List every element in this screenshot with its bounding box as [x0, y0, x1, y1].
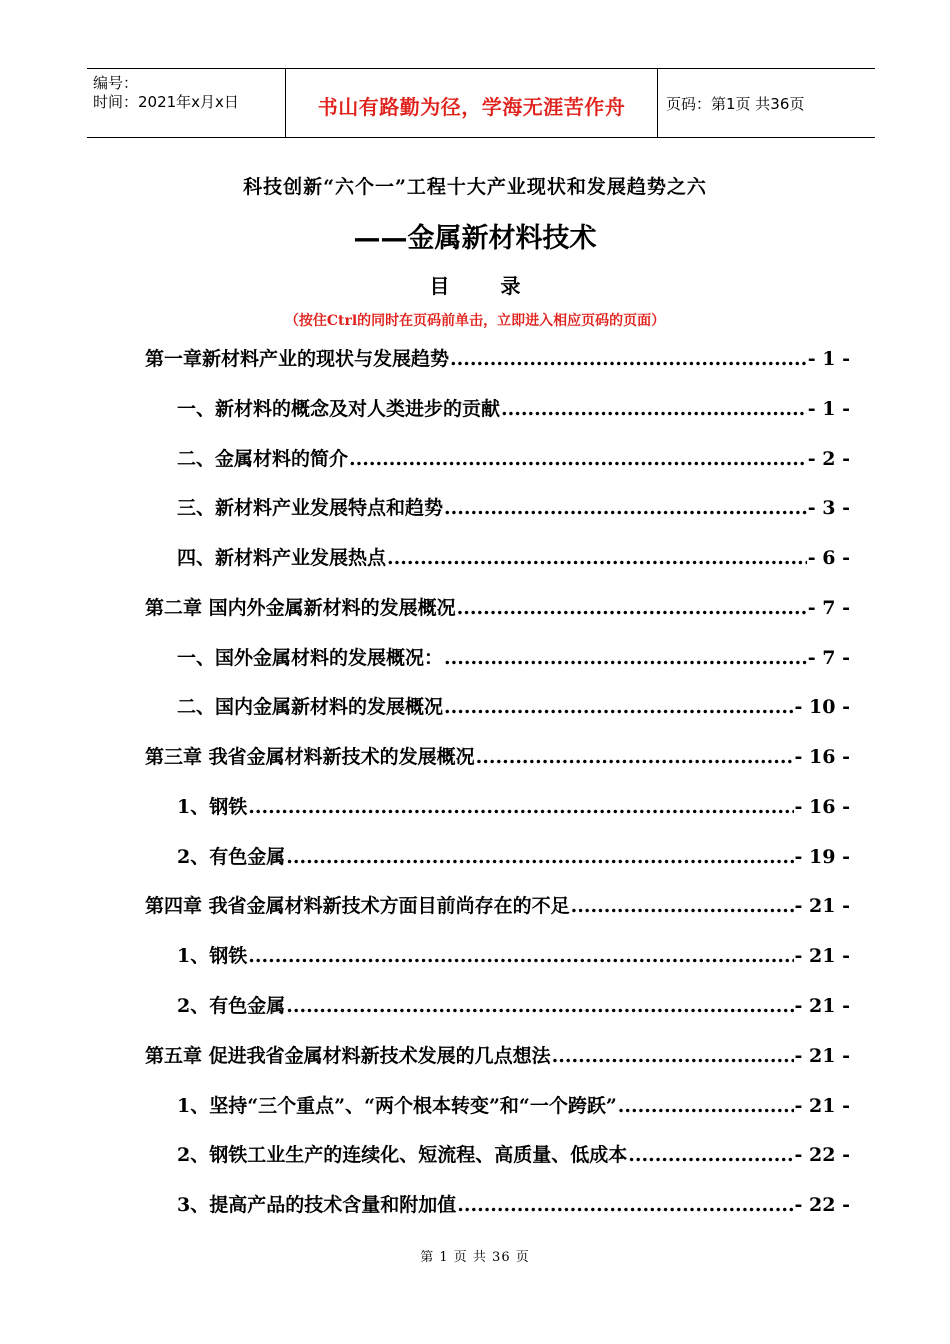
toc-heading: 目 录 — [429, 274, 543, 298]
toc-leader-dots — [444, 693, 794, 721]
toc-entry-page[interactable]: - 2 - — [807, 448, 850, 470]
toc-entry-page[interactable]: - 10 - — [794, 696, 850, 718]
toc-entry-text: 第三章 我省金属材料新技术的发展概况 — [145, 746, 475, 768]
page-info: 页码：第1页 共36页 — [666, 95, 805, 113]
toc-entry-chapter-1[interactable] — [145, 345, 850, 373]
toc-leader-dots — [571, 892, 794, 920]
toc-entry-page[interactable]: - 21 - — [794, 895, 850, 917]
toc-entry-text: 第五章 促进我省金属材料新技术发展的几点想法 — [145, 1045, 551, 1067]
toc-leader-dots — [286, 843, 793, 871]
toc-entry-text: 1、坚持“三个重点”、“两个根本转变”和“一个跨跃” — [177, 1095, 617, 1117]
toc-entry[interactable] — [177, 644, 850, 672]
toc-entry[interactable] — [177, 693, 850, 721]
toc-entry-text: 一、国外金属材料的发展概况： — [177, 647, 444, 669]
toc-leader-dots — [248, 793, 793, 821]
toc-entry-text: 1、钢铁 — [177, 796, 248, 818]
document-date-label: 时间：2021年x月x日 — [93, 93, 239, 111]
toc-entry-page[interactable]: - 1 - — [807, 348, 850, 370]
toc-entry-page[interactable]: - 22 - — [794, 1144, 850, 1166]
toc-entry-text: 二、金属材料的简介 — [177, 448, 349, 470]
toc-entry-text: 三、新材料产业发展特点和趋势 — [177, 497, 444, 519]
toc-entry-page[interactable]: - 16 - — [794, 796, 850, 818]
toc-leader-dots — [450, 345, 807, 373]
toc-entry-text: 1、钢铁 — [177, 945, 248, 967]
toc-leader-dots — [618, 1092, 794, 1120]
toc-leader-dots — [387, 544, 807, 572]
toc-leader-dots — [444, 644, 807, 672]
toc-entry[interactable] — [177, 395, 850, 423]
toc-entry-chapter-4[interactable] — [145, 892, 850, 920]
toc-entry-page[interactable]: - 21 - — [794, 1095, 850, 1117]
toc-entry[interactable] — [177, 843, 850, 871]
motto-text: 书山有路勤为径，学海无涯苦作舟 — [317, 95, 626, 119]
toc-entry-text: 四、新材料产业发展热点 — [177, 547, 387, 569]
toc-leader-dots — [457, 594, 807, 622]
toc-leader-dots — [552, 1042, 794, 1070]
toc-entry-page[interactable]: - 7 - — [807, 597, 850, 619]
toc-instruction-note: （按住Ctrl的同时在页码前单击，立即进入相应页码的页面） — [284, 313, 666, 329]
toc-entry-text: 第一章新材料产业的现状与发展趋势 — [145, 348, 450, 370]
document-subtitle: 科技创新“六个一”工程十大产业现状和发展趋势之六 — [243, 176, 707, 198]
document-number-label: 编号： — [93, 74, 139, 92]
toc-entry[interactable] — [177, 1141, 850, 1169]
toc-entry[interactable] — [177, 793, 850, 821]
toc-entry[interactable] — [177, 942, 850, 970]
toc-entry-text: 2、有色金属 — [177, 846, 286, 868]
toc-entry[interactable] — [177, 445, 850, 473]
toc-entry-chapter-5[interactable] — [145, 1042, 850, 1070]
toc-entry-text: 2、有色金属 — [177, 995, 286, 1017]
page-footer: 第 1 页 共 36 页 — [420, 1250, 530, 1265]
toc-entry-text: 一、新材料的概念及对人类进步的贡献 — [177, 398, 501, 420]
toc-entry-page[interactable]: - 1 - — [807, 398, 850, 420]
toc-entry-text: 2、钢铁工业生产的连续化、短流程、高质量、低成本 — [177, 1144, 628, 1166]
toc-entry-page[interactable]: - 16 - — [794, 746, 850, 768]
toc-entry-text: 二、国内金属新材料的发展概况 — [177, 696, 444, 718]
toc-entry[interactable] — [177, 494, 850, 522]
toc-entry[interactable] — [177, 992, 850, 1020]
toc-leader-dots — [248, 942, 793, 970]
toc-entry-chapter-2[interactable] — [145, 594, 850, 622]
toc-leader-dots — [349, 445, 807, 473]
toc-entry-page[interactable]: - 21 - — [794, 995, 850, 1017]
toc-entry[interactable] — [177, 1191, 850, 1219]
document-title: ——金属新材料技术 — [353, 223, 597, 254]
toc-entry[interactable] — [177, 544, 850, 572]
toc-entry-page[interactable]: - 6 - — [807, 547, 850, 569]
toc-leader-dots — [476, 743, 794, 771]
toc-leader-dots — [286, 992, 793, 1020]
toc-leader-dots — [444, 494, 807, 522]
toc-entry-page[interactable]: - 19 - — [794, 846, 850, 868]
toc-entry-page[interactable]: - 22 - — [794, 1194, 850, 1216]
toc-leader-dots — [501, 395, 807, 423]
toc-entry-page[interactable]: - 21 - — [794, 945, 850, 967]
toc-leader-dots — [628, 1141, 793, 1169]
toc-entry-text: 3、提高产品的技术含量和附加值 — [177, 1194, 457, 1216]
toc-leader-dots — [457, 1191, 793, 1219]
toc-entry-text: 第四章 我省金属材料新技术方面目前尚存在的不足 — [145, 895, 570, 917]
toc-entry-page[interactable]: - 3 - — [807, 497, 850, 519]
toc-entry[interactable] — [177, 1092, 850, 1120]
toc-entry-text: 第二章 国内外金属新材料的发展概况 — [145, 597, 456, 619]
toc-entry-chapter-3[interactable] — [145, 743, 850, 771]
toc-entry-page[interactable]: - 7 - — [807, 647, 850, 669]
toc-entry-page[interactable]: - 21 - — [794, 1045, 850, 1067]
